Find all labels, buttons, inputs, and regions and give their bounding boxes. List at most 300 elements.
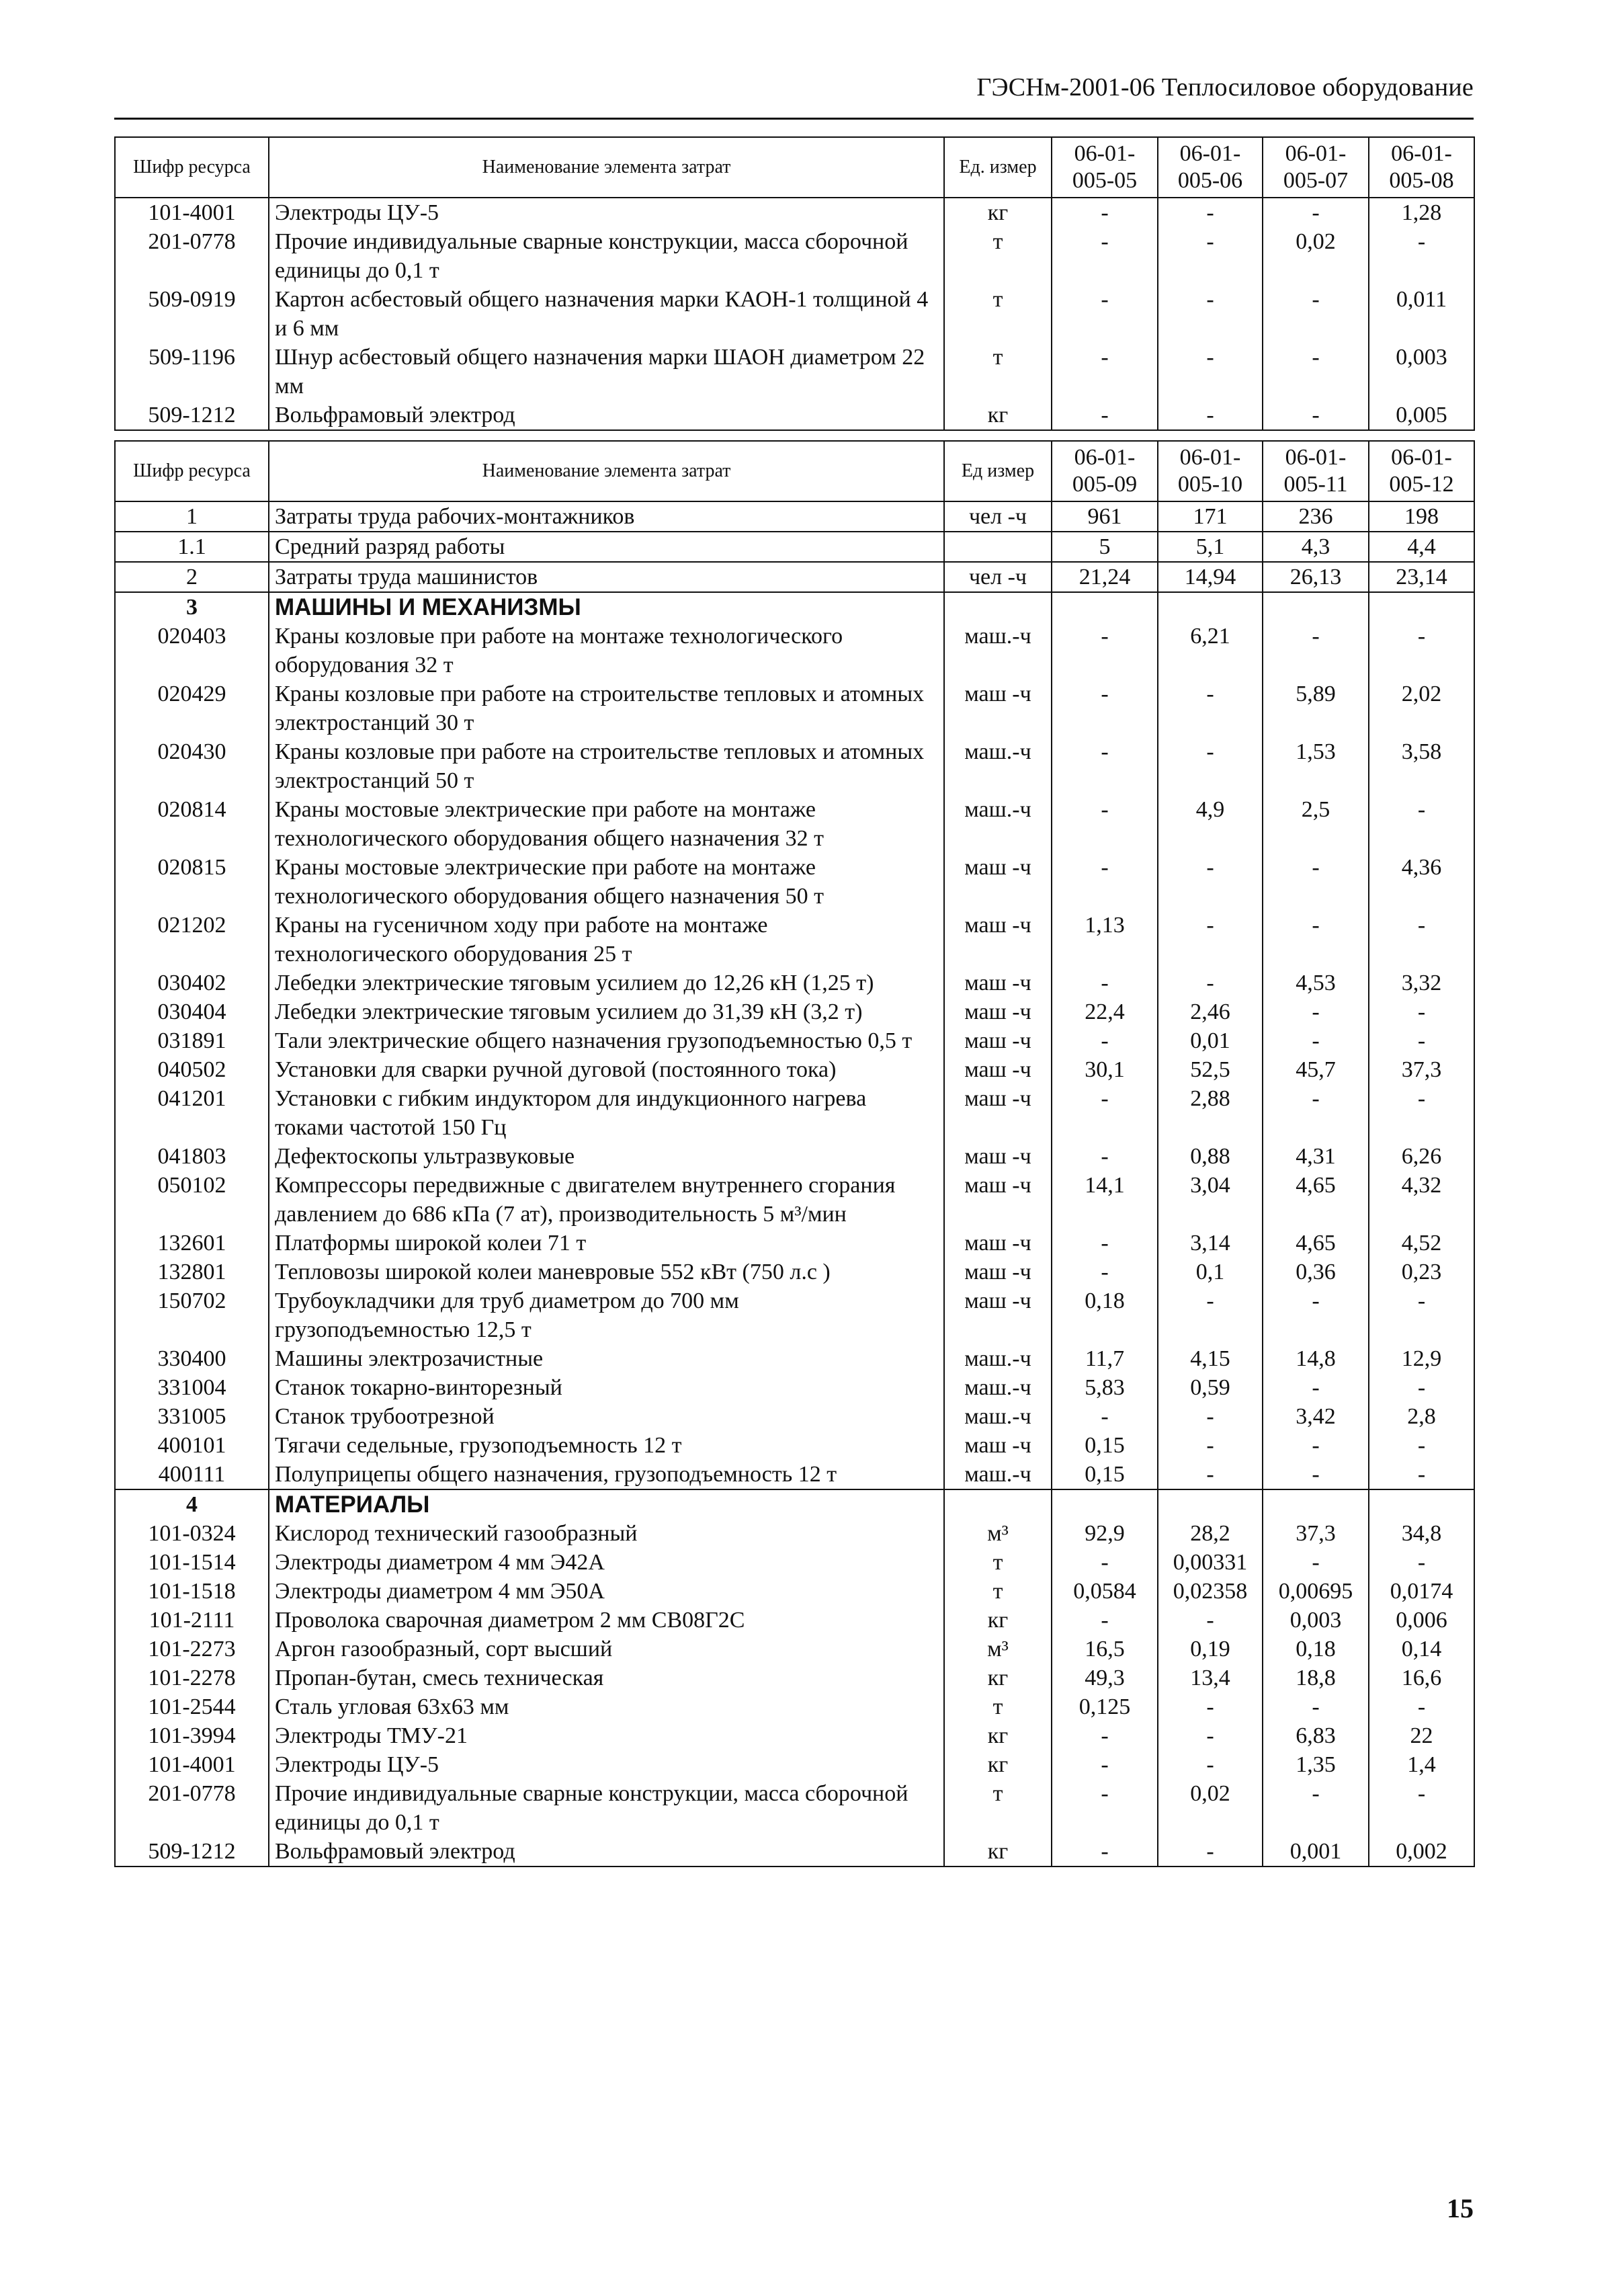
cell-v2: 6,21: [1158, 622, 1263, 680]
col-header-code: Шифр ресурса: [115, 441, 269, 501]
cell-name: Шнур асбестовый общего назначения марки ШАОН диаметром 22 мм: [269, 343, 944, 401]
table-row: [115, 1519, 1474, 1548]
cell-v1: -: [1052, 227, 1158, 285]
cell-unit: т: [944, 1692, 1052, 1721]
cell-code: 020429: [115, 680, 269, 737]
cell-v1: [1052, 1489, 1158, 1519]
cell-v4: 1,28: [1369, 198, 1474, 227]
cell-code: 1.1: [115, 532, 269, 562]
cell-v1: 92,9: [1052, 1519, 1158, 1548]
table-row: [115, 680, 1474, 737]
cell-v3: 2,5: [1263, 795, 1369, 853]
cell-name: Станок токарно-винторезный: [269, 1373, 944, 1402]
cell-v1: -: [1052, 795, 1158, 853]
cell-name: Электроды ТМУ-21: [269, 1721, 944, 1750]
cell-v2: 0,59: [1158, 1373, 1263, 1402]
cell-name: Электроды ЦУ-5: [269, 198, 944, 227]
cell-v4: 4,36: [1369, 853, 1474, 911]
cell-v1: -: [1052, 853, 1158, 911]
cell-v1: 21,24: [1052, 562, 1158, 592]
cell-code: 031891: [115, 1026, 269, 1055]
table-row: [115, 401, 1474, 430]
table-row: [115, 227, 1474, 285]
cell-unit: маш -ч: [944, 680, 1052, 737]
table-row: [115, 562, 1474, 592]
cell-code: 030402: [115, 969, 269, 997]
cell-v4: -: [1369, 1431, 1474, 1460]
cell-unit: кг: [944, 1837, 1052, 1867]
cell-code: 020403: [115, 622, 269, 680]
table-row: [115, 1084, 1474, 1142]
cell-unit: маш.-ч: [944, 795, 1052, 853]
cell-unit: т: [944, 227, 1052, 285]
cell-v2: -: [1158, 1286, 1263, 1344]
cell-unit: кг: [944, 198, 1052, 227]
table-row: [115, 1779, 1474, 1837]
cell-code: 101-4001: [115, 1750, 269, 1779]
table-row: [115, 622, 1474, 680]
cell-name: Краны мостовые электрические при работе на монтаже технологического оборудования общего назначения 50 т: [269, 853, 944, 911]
cell-v2: -: [1158, 737, 1263, 795]
cell-code: 2: [115, 562, 269, 592]
cell-unit: маш -ч: [944, 1142, 1052, 1171]
cell-unit: маш -ч: [944, 997, 1052, 1026]
cell-v3: 37,3: [1263, 1519, 1369, 1548]
cell-name: Кислород технический газообразный: [269, 1519, 944, 1548]
cell-name: Лебедки электрические тяговым усилием до 31,39 кН (3,2 т): [269, 997, 944, 1026]
cell-v1: -: [1052, 1721, 1158, 1750]
cell-v2: 52,5: [1158, 1055, 1263, 1084]
cell-v1: -: [1052, 969, 1158, 997]
cell-v4: 12,9: [1369, 1344, 1474, 1373]
cell-v4: -: [1369, 1548, 1474, 1577]
table-row: [115, 1606, 1474, 1635]
cell-code: 330400: [115, 1344, 269, 1373]
cell-code: 030404: [115, 997, 269, 1026]
cell-code: 331004: [115, 1373, 269, 1402]
cell-unit: маш -ч: [944, 1229, 1052, 1258]
cell-v4: 6,26: [1369, 1142, 1474, 1171]
resource-table-2: [114, 440, 1475, 1867]
cell-v4: 0,011: [1369, 285, 1474, 343]
cell-v3: 0,001: [1263, 1837, 1369, 1867]
page-header-title: ГЭСНм-2001-06 Теплосиловое оборудование: [976, 73, 1474, 101]
cell-v2: 171: [1158, 501, 1263, 532]
col-header-v2: 06-01-005-06: [1158, 137, 1263, 198]
cell-v1: 961: [1052, 501, 1158, 532]
cell-v4: 0,14: [1369, 1635, 1474, 1664]
cell-v4: 198: [1369, 501, 1474, 532]
table-row: [115, 532, 1474, 562]
cell-unit: маш -ч: [944, 911, 1052, 969]
cell-v3: -: [1263, 285, 1369, 343]
cell-v3: 4,3: [1263, 532, 1369, 562]
cell-v2: 0,1: [1158, 1258, 1263, 1286]
col-header-v1: 06-01-005-05: [1052, 137, 1158, 198]
cell-unit: кг: [944, 1750, 1052, 1779]
cell-v1: -: [1052, 680, 1158, 737]
cell-v4: -: [1369, 1460, 1474, 1489]
cell-v3: -: [1263, 853, 1369, 911]
cell-v1: 11,7: [1052, 1344, 1158, 1373]
cell-name: Платформы широкой колеи 71 т: [269, 1229, 944, 1258]
cell-unit: кг: [944, 1606, 1052, 1635]
cell-unit: кг: [944, 401, 1052, 430]
cell-code: 3: [115, 592, 269, 622]
cell-name: Электроды ЦУ-5: [269, 1750, 944, 1779]
cell-v4: 34,8: [1369, 1519, 1474, 1548]
cell-v3: -: [1263, 1779, 1369, 1837]
cell-v1: -: [1052, 1402, 1158, 1431]
cell-v4: -: [1369, 795, 1474, 853]
cell-v2: 4,15: [1158, 1344, 1263, 1373]
cell-v3: 45,7: [1263, 1055, 1369, 1084]
cell-name: Краны козловые при работе на строительстве тепловых и атомных электростанций 50 т: [269, 737, 944, 795]
cell-code: 020815: [115, 853, 269, 911]
table-row: [115, 911, 1474, 969]
cell-name: Трубоукладчики для труб диаметром до 700 мм грузоподъемностью 12,5 т: [269, 1286, 944, 1344]
cell-v3: 0,003: [1263, 1606, 1369, 1635]
cell-name: Электроды диаметром 4 мм Э50А: [269, 1577, 944, 1606]
cell-code: 050102: [115, 1171, 269, 1229]
cell-v3: 4,53: [1263, 969, 1369, 997]
cell-v2: -: [1158, 680, 1263, 737]
cell-unit: маш -ч: [944, 1171, 1052, 1229]
cell-v4: 3,58: [1369, 737, 1474, 795]
cell-v4: 22: [1369, 1721, 1474, 1750]
cell-v2: -: [1158, 1431, 1263, 1460]
cell-unit: чел -ч: [944, 501, 1052, 532]
cell-name: Картон асбестовый общего назначения марки КАОН-1 толщиной 4 и 6 мм: [269, 285, 944, 343]
table-row: [115, 1721, 1474, 1750]
cell-unit: маш -ч: [944, 969, 1052, 997]
cell-v3: [1263, 592, 1369, 622]
cell-v3: 3,42: [1263, 1402, 1369, 1431]
cell-v3: 6,83: [1263, 1721, 1369, 1750]
table-row: [115, 997, 1474, 1026]
cell-unit: т: [944, 1779, 1052, 1837]
cell-v3: 0,02: [1263, 227, 1369, 285]
cell-name: МАТЕРИАЛЫ: [269, 1489, 944, 1519]
cell-code: 201-0778: [115, 1779, 269, 1837]
cell-v3: -: [1263, 1431, 1369, 1460]
cell-unit: маш -ч: [944, 1084, 1052, 1142]
cell-name: Компрессоры передвижные с двигателем внутреннего сгорания давлением до 686 кПа (7 ат), производительность 5 м³/мин: [269, 1171, 944, 1229]
cell-v4: 4,52: [1369, 1229, 1474, 1258]
cell-name: Затраты труда машинистов: [269, 562, 944, 592]
table-row: [115, 1635, 1474, 1664]
cell-v3: -: [1263, 1286, 1369, 1344]
cell-v4: -: [1369, 997, 1474, 1026]
cell-v2: -: [1158, 1402, 1263, 1431]
cell-name: Краны козловые при работе на строительстве тепловых и атомных электростанций 30 т: [269, 680, 944, 737]
cell-v2: -: [1158, 911, 1263, 969]
table-row: [115, 1171, 1474, 1229]
cell-code: 041803: [115, 1142, 269, 1171]
cell-name: Сталь угловая 63х63 мм: [269, 1692, 944, 1721]
cell-v1: -: [1052, 1837, 1158, 1867]
cell-code: 509-1196: [115, 343, 269, 401]
cell-v2: 13,4: [1158, 1664, 1263, 1692]
cell-v2: -: [1158, 1721, 1263, 1750]
cell-unit: маш -ч: [944, 1286, 1052, 1344]
cell-name: Затраты труда рабочих-монтажников: [269, 501, 944, 532]
cell-name: Пропан-бутан, смесь техническая: [269, 1664, 944, 1692]
cell-unit: [944, 1489, 1052, 1519]
table-row: [115, 1460, 1474, 1489]
table-row: [115, 1548, 1474, 1577]
col-header-unit: Ед измер: [944, 441, 1052, 501]
cell-name: Станок трубоотрезной: [269, 1402, 944, 1431]
cell-unit: [944, 592, 1052, 622]
cell-v3: -: [1263, 343, 1369, 401]
cell-v4: -: [1369, 622, 1474, 680]
cell-code: 509-0919: [115, 285, 269, 343]
cell-v3: 4,65: [1263, 1229, 1369, 1258]
cell-v3: -: [1263, 911, 1369, 969]
cell-v1: -: [1052, 285, 1158, 343]
cell-code: 4: [115, 1489, 269, 1519]
cell-v1: -: [1052, 1084, 1158, 1142]
cell-v3: 0,00695: [1263, 1577, 1369, 1606]
cell-v4: 4,4: [1369, 532, 1474, 562]
cell-v2: -: [1158, 1837, 1263, 1867]
cell-v1: -: [1052, 343, 1158, 401]
cell-v4: 37,3: [1369, 1055, 1474, 1084]
cell-unit: маш -ч: [944, 1431, 1052, 1460]
cell-unit: т: [944, 1577, 1052, 1606]
cell-name: Вольфрамовый электрод: [269, 1837, 944, 1867]
cell-v3: 236: [1263, 501, 1369, 532]
table-row: [115, 1489, 1474, 1519]
table-row: [115, 1258, 1474, 1286]
cell-v2: 2,88: [1158, 1084, 1263, 1142]
table-row: [115, 1664, 1474, 1692]
table-row: [115, 1431, 1474, 1460]
cell-unit: кг: [944, 1721, 1052, 1750]
cell-v4: -: [1369, 1286, 1474, 1344]
cell-v2: -: [1158, 285, 1263, 343]
cell-v1: 14,1: [1052, 1171, 1158, 1229]
cell-v3: 26,13: [1263, 562, 1369, 592]
cell-name: Краны козловые при работе на монтаже технологического оборудования 32 т: [269, 622, 944, 680]
cell-code: 041201: [115, 1084, 269, 1142]
cell-code: 150702: [115, 1286, 269, 1344]
cell-v4: -: [1369, 1026, 1474, 1055]
cell-v1: 0,0584: [1052, 1577, 1158, 1606]
cell-v2: -: [1158, 1606, 1263, 1635]
cell-v3: -: [1263, 622, 1369, 680]
cell-v3: -: [1263, 1460, 1369, 1489]
table-header-row: [115, 137, 1474, 198]
cell-v2: -: [1158, 1750, 1263, 1779]
cell-v2: 0,02358: [1158, 1577, 1263, 1606]
cell-v2: [1158, 1489, 1263, 1519]
cell-v3: -: [1263, 1084, 1369, 1142]
cell-code: 020814: [115, 795, 269, 853]
cell-v2: 2,46: [1158, 997, 1263, 1026]
cell-name: МАШИНЫ И МЕХАНИЗМЫ: [269, 592, 944, 622]
cell-unit: т: [944, 285, 1052, 343]
table-row: [115, 198, 1474, 227]
cell-v4: 2,02: [1369, 680, 1474, 737]
cell-v2: 0,02: [1158, 1779, 1263, 1837]
cell-v1: 1,13: [1052, 911, 1158, 969]
table-row: [115, 1577, 1474, 1606]
cell-name: Проволока сварочная диаметром 2 мм СВ08Г2С: [269, 1606, 944, 1635]
cell-v1: -: [1052, 1548, 1158, 1577]
cell-name: Тали электрические общего назначения грузоподъемностью 0,5 т: [269, 1026, 944, 1055]
cell-v3: -: [1263, 198, 1369, 227]
table-row: [115, 795, 1474, 853]
cell-v1: 0,125: [1052, 1692, 1158, 1721]
cell-v4: 0,003: [1369, 343, 1474, 401]
cell-v1: -: [1052, 1026, 1158, 1055]
cell-v1: -: [1052, 1779, 1158, 1837]
cell-unit: маш.-ч: [944, 1373, 1052, 1402]
cell-name: Прочие индивидуальные сварные конструкции, масса сборочной единицы до 0,1 т: [269, 1779, 944, 1837]
cell-unit: маш.-ч: [944, 1402, 1052, 1431]
cell-v2: 3,04: [1158, 1171, 1263, 1229]
cell-v2: [1158, 592, 1263, 622]
col-header-unit: Ед. измер: [944, 137, 1052, 198]
cell-unit: м³: [944, 1635, 1052, 1664]
cell-v2: 4,9: [1158, 795, 1263, 853]
cell-name: Прочие индивидуальные сварные конструкции, масса сборочной единицы до 0,1 т: [269, 227, 944, 285]
cell-v3: 1,35: [1263, 1750, 1369, 1779]
cell-v2: 3,14: [1158, 1229, 1263, 1258]
table-row: [115, 853, 1474, 911]
cell-code: 331005: [115, 1402, 269, 1431]
cell-v2: -: [1158, 1692, 1263, 1721]
cell-v3: 0,18: [1263, 1635, 1369, 1664]
header-rule: [114, 118, 1474, 120]
cell-v4: 0,002: [1369, 1837, 1474, 1867]
col-header-v1: 06-01-005-09: [1052, 441, 1158, 501]
cell-unit: маш -ч: [944, 1258, 1052, 1286]
cell-v2: -: [1158, 401, 1263, 430]
cell-name: Установки с гибким индуктором для индукционного нагрева токами частотой 150 Гц: [269, 1084, 944, 1142]
cell-v4: 0,23: [1369, 1258, 1474, 1286]
cell-v2: 28,2: [1158, 1519, 1263, 1548]
cell-code: 020430: [115, 737, 269, 795]
cell-v1: -: [1052, 401, 1158, 430]
cell-v3: -: [1263, 1692, 1369, 1721]
cell-unit: т: [944, 343, 1052, 401]
cell-v4: 23,14: [1369, 562, 1474, 592]
cell-v2: 0,00331: [1158, 1548, 1263, 1577]
cell-v3: 4,65: [1263, 1171, 1369, 1229]
cell-v1: -: [1052, 1258, 1158, 1286]
cell-v1: 0,15: [1052, 1460, 1158, 1489]
cell-v1: 16,5: [1052, 1635, 1158, 1664]
table-row: [115, 343, 1474, 401]
cell-name: Установки для сварки ручной дуговой (постоянного тока): [269, 1055, 944, 1084]
cell-code: 509-1212: [115, 401, 269, 430]
cell-v1: -: [1052, 1142, 1158, 1171]
cell-unit: маш.-ч: [944, 737, 1052, 795]
cell-code: 509-1212: [115, 1837, 269, 1867]
cell-code: 132801: [115, 1258, 269, 1286]
cell-unit: т: [944, 1548, 1052, 1577]
cell-v1: -: [1052, 1229, 1158, 1258]
cell-name: Машины электрозачистные: [269, 1344, 944, 1373]
cell-v2: -: [1158, 343, 1263, 401]
cell-v1: 5,83: [1052, 1373, 1158, 1402]
cell-v1: 0,18: [1052, 1286, 1158, 1344]
cell-unit: [944, 532, 1052, 562]
cell-name: Аргон газообразный, сорт высший: [269, 1635, 944, 1664]
table-row: [115, 1750, 1474, 1779]
cell-v1: -: [1052, 198, 1158, 227]
cell-name: Тягачи седельные, грузоподъемность 12 т: [269, 1431, 944, 1460]
table-row: [115, 1373, 1474, 1402]
cell-v4: 2,8: [1369, 1402, 1474, 1431]
table-row: [115, 1344, 1474, 1373]
cell-unit: маш.-ч: [944, 622, 1052, 680]
cell-v1: [1052, 592, 1158, 622]
table-row: [115, 1286, 1474, 1344]
cell-name: Краны на гусеничном ходу при работе на монтаже технологического оборудования 25 т: [269, 911, 944, 969]
cell-unit: маш.-ч: [944, 1344, 1052, 1373]
cell-v2: -: [1158, 227, 1263, 285]
cell-v4: 4,32: [1369, 1171, 1474, 1229]
cell-v3: -: [1263, 401, 1369, 430]
cell-code: 1: [115, 501, 269, 532]
cell-name: Лебедки электрические тяговым усилием до 12,26 кН (1,25 т): [269, 969, 944, 997]
cell-v1: -: [1052, 1606, 1158, 1635]
cell-v2: -: [1158, 853, 1263, 911]
col-header-code: Шифр ресурса: [115, 137, 269, 198]
cell-code: 101-2544: [115, 1692, 269, 1721]
cell-v4: 16,6: [1369, 1664, 1474, 1692]
cell-v4: -: [1369, 1373, 1474, 1402]
cell-name: Средний разряд работы: [269, 532, 944, 562]
cell-v2: -: [1158, 198, 1263, 227]
cell-v3: 18,8: [1263, 1664, 1369, 1692]
cell-v1: -: [1052, 622, 1158, 680]
cell-v2: 0,88: [1158, 1142, 1263, 1171]
cell-code: 101-2273: [115, 1635, 269, 1664]
cell-v4: -: [1369, 1084, 1474, 1142]
cell-v4: 3,32: [1369, 969, 1474, 997]
cell-v2: 0,19: [1158, 1635, 1263, 1664]
cell-code: 040502: [115, 1055, 269, 1084]
col-header-v3: 06-01-005-11: [1263, 441, 1369, 501]
table-row: [115, 1837, 1474, 1867]
cell-unit: маш -ч: [944, 1026, 1052, 1055]
cell-unit: маш.-ч: [944, 1460, 1052, 1489]
cell-code: 400101: [115, 1431, 269, 1460]
cell-unit: чел -ч: [944, 562, 1052, 592]
cell-v4: [1369, 1489, 1474, 1519]
cell-code: 101-3994: [115, 1721, 269, 1750]
cell-v4: -: [1369, 1779, 1474, 1837]
cell-v2: 5,1: [1158, 532, 1263, 562]
cell-v4: 0,006: [1369, 1606, 1474, 1635]
cell-v2: -: [1158, 1460, 1263, 1489]
table-header-row: [115, 441, 1474, 501]
table-row: [115, 969, 1474, 997]
table-row: [115, 592, 1474, 622]
cell-v4: -: [1369, 1692, 1474, 1721]
cell-unit: маш -ч: [944, 1055, 1052, 1084]
cell-v3: -: [1263, 1548, 1369, 1577]
cell-v3: -: [1263, 1026, 1369, 1055]
table-row: [115, 1229, 1474, 1258]
table-row: [115, 737, 1474, 795]
cell-code: 101-1518: [115, 1577, 269, 1606]
